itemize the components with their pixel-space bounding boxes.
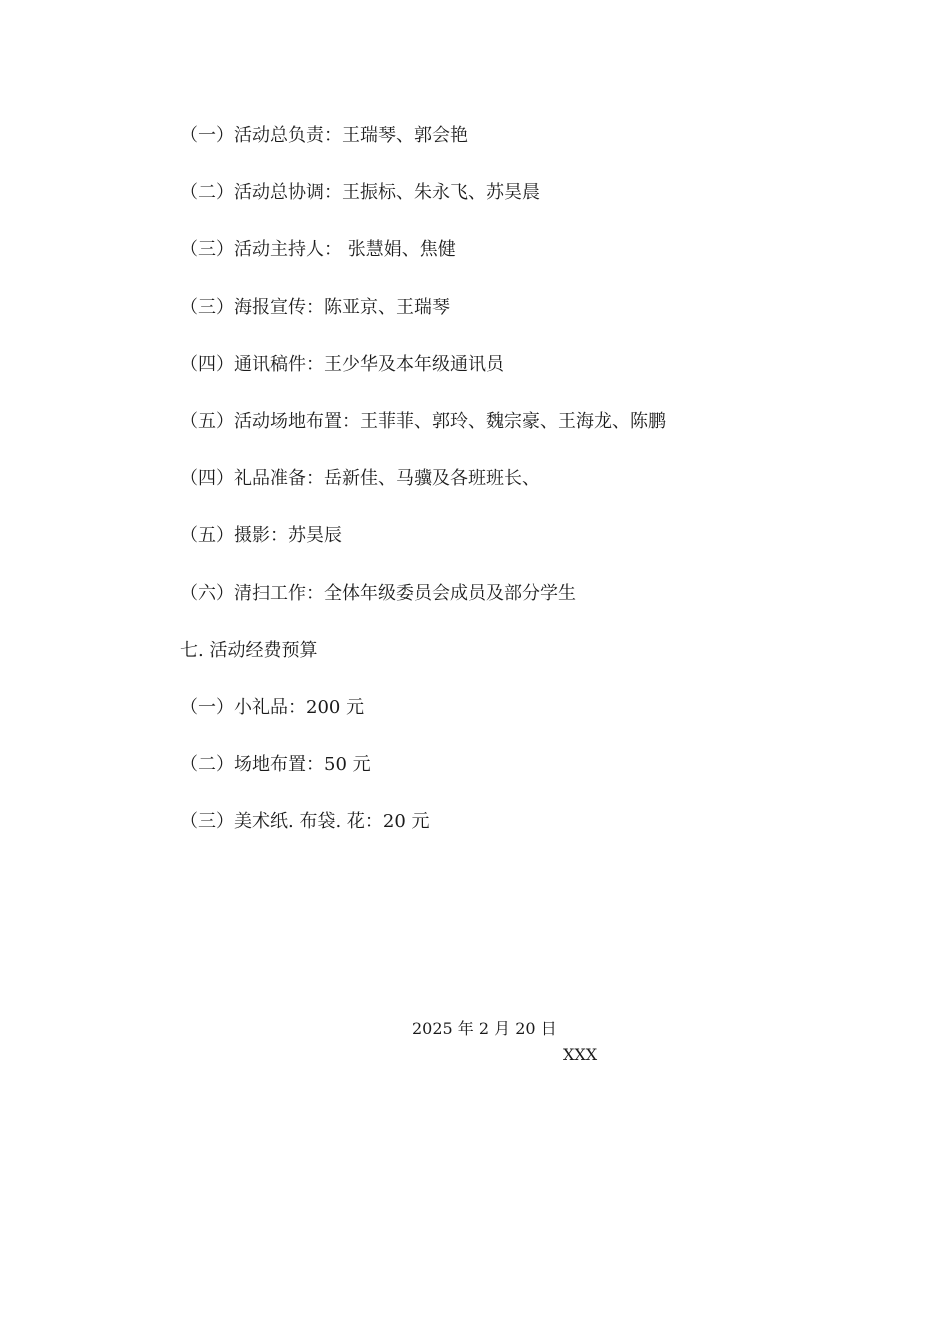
budget-item: （一）小礼品：200 元: [180, 696, 365, 718]
assignment-line: （四）礼品准备：岳新佳、马骥及各班班长、: [180, 468, 540, 490]
document-signer: XXX: [563, 1045, 598, 1064]
assignment-line: （二）活动总协调：王振标、朱永飞、苏昊晨: [180, 182, 540, 204]
assignment-line: （四）通讯稿件：王少华及本年级通讯员: [180, 353, 504, 375]
budget-item: （三）美术纸. 布袋. 花：20 元: [180, 811, 430, 833]
document-body: [180, 124, 820, 867]
assignment-line: （一）活动总负责：王瑞琴、郭会艳: [180, 125, 468, 146]
document-date: 2025 年 2 月 20 日: [412, 1019, 557, 1038]
assignment-line: （五）摄影：苏昊辰: [180, 525, 342, 547]
assignment-line: （三）海报宣传：陈亚京、王瑞琴: [180, 296, 450, 318]
budget-item: （二）场地布置：50 元: [180, 754, 371, 776]
assignment-line: （六）清扫工作：全体年级委员会成员及部分学生: [180, 582, 576, 604]
assignment-line: （五）活动场地布置：王菲菲、郭玲、魏宗豪、王海龙、陈鹏: [180, 410, 666, 432]
assignment-line: （三）活动主持人： 张慧娟、焦健: [180, 239, 456, 261]
budget-heading: 七. 活动经费预算: [180, 639, 318, 661]
